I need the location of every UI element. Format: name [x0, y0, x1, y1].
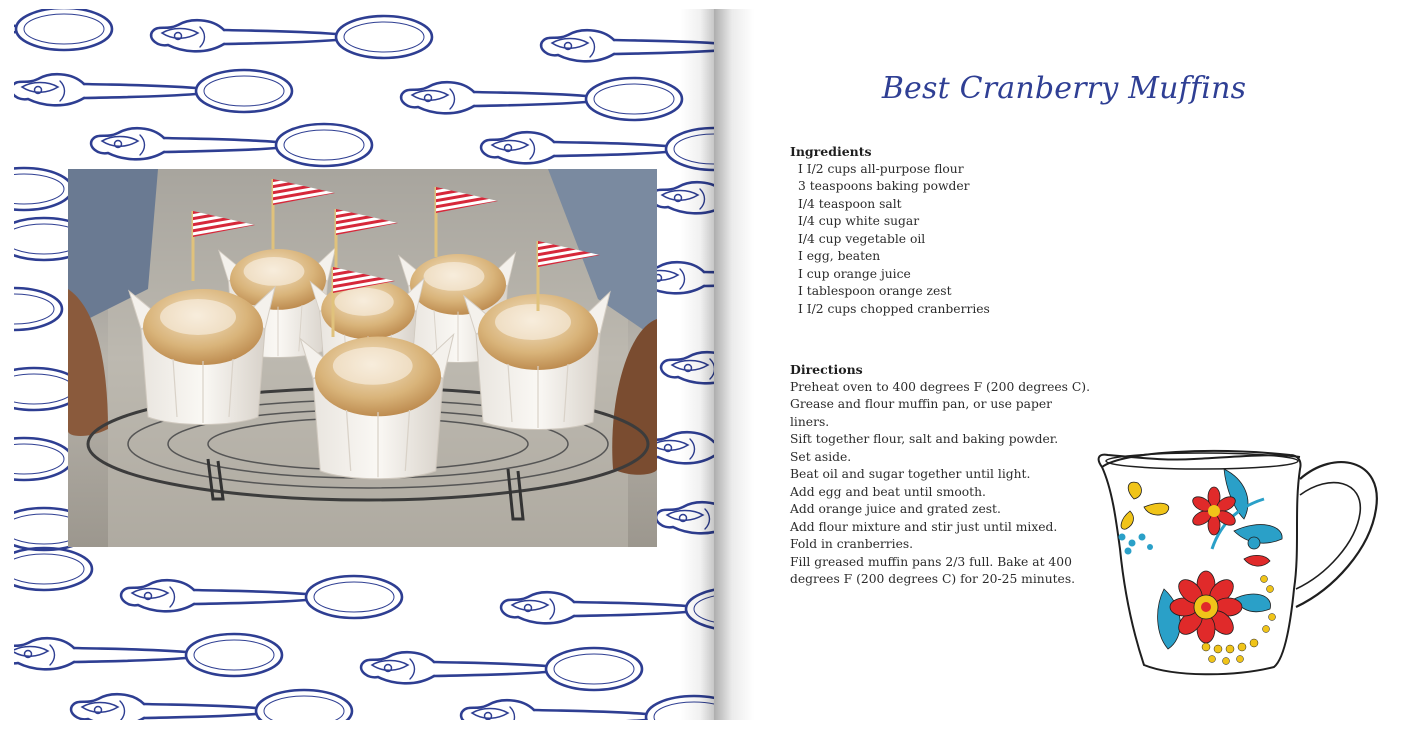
ingredients-heading: Ingredients	[790, 144, 872, 159]
direction-line: Grease and flour muffin pan, or use paper	[790, 397, 1053, 411]
ingredient-item: I egg, beaten	[798, 249, 881, 263]
ingredient-item: I I/2 cups chopped cranberries	[798, 301, 990, 316]
direction-line: degrees F (200 degrees C) for 20-25 minutes.	[790, 572, 1076, 586]
ingredient-item: I/4 cup white sugar	[798, 214, 920, 228]
left-page	[14, 9, 714, 720]
ingredient-item: I/4 teaspoon salt	[798, 196, 902, 211]
direction-line: Add egg and beat until smooth.	[790, 484, 986, 499]
directions-list	[790, 379, 1100, 589]
direction-line: Add flour mixture and stir just until mixed.	[790, 519, 1058, 534]
ingredient-item: I cup orange juice	[798, 266, 911, 281]
ingredient-item: 3 teaspoons baking powder	[798, 179, 970, 193]
directions-heading: Directions	[790, 362, 863, 377]
ingredient-item: I tablespoon orange zest	[798, 284, 952, 298]
floral-pitcher-illustration	[1094, 439, 1384, 679]
gutter-shadow-left	[680, 9, 714, 720]
direction-line: Fold in cranberries.	[790, 537, 914, 551]
direction-line: Preheat oven to 400 degrees F (200 degrees C).	[790, 379, 1090, 394]
ingredients-section	[790, 143, 990, 318]
direction-line: Sift together flour, salt and baking powder.	[790, 432, 1059, 446]
direction-line: Beat oil and sugar together until light.	[790, 467, 1031, 481]
ingredient-item: I/4 cup vegetable oil	[798, 231, 926, 246]
gutter-shadow-right	[714, 9, 754, 720]
right-page	[714, 9, 1414, 720]
ingredients-list	[790, 161, 990, 319]
ingredient-item: I I/2 cups all-purpose flour	[798, 161, 964, 176]
recipe-title: Best Cranberry Muffins	[881, 71, 1247, 106]
direction-line: Fill greased muffin pans 2/3 full. Bake at 400	[790, 554, 1072, 569]
direction-line: Set aside.	[790, 449, 852, 464]
direction-line: liners.	[790, 414, 830, 429]
directions-section	[790, 361, 1100, 589]
direction-line: Add orange juice and grated zest.	[790, 502, 1001, 516]
muffins-photo	[68, 169, 657, 547]
